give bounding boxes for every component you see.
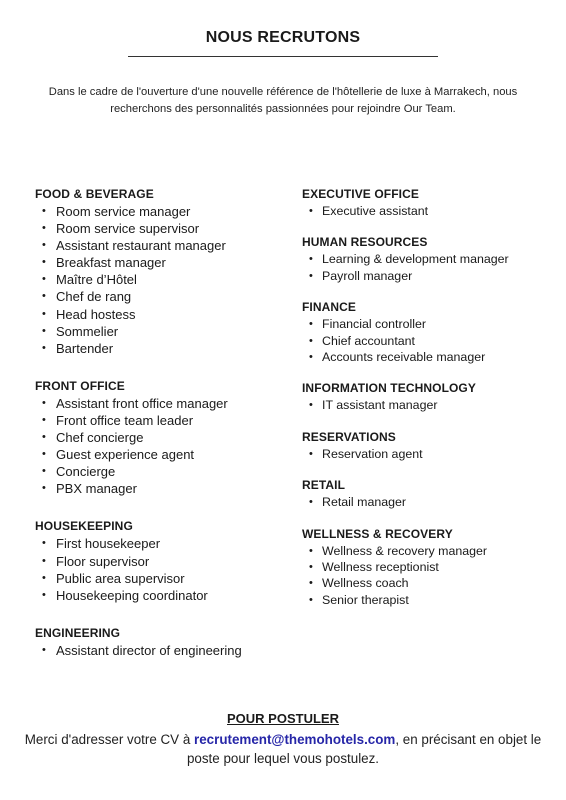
department-section [302,234,557,284]
job-title: Reservation agent [322,446,423,461]
bullet-icon: • [42,290,46,303]
department-section [302,380,557,413]
job-title: Room service manager [56,204,191,219]
job-item [302,494,557,510]
bullet-icon: • [42,205,46,217]
apply-title: POUR POSTULER [227,711,339,726]
job-title: Sommelier [56,323,119,339]
job-title: IT assistant manager [322,398,438,413]
intro-paragraph: Dans le cadre de l'ouverture d'une nouvelle référence de l'hôtellerie de luxe à Marrakech, nous recherchons des personnalités passionnées pour rejoindre Our Team. [48,86,518,115]
job-title: Wellness & recovery manager [322,543,488,558]
job-title: Senior therapist [322,592,409,607]
bullet-icon: • [309,318,313,331]
bullet-icon: • [42,431,46,444]
department-section [35,186,290,357]
bullet-icon: • [309,561,313,574]
job-title: Chief accountant [322,333,415,348]
job-item [35,412,290,429]
department-title: RESERVATIONS [302,429,396,444]
job-item [35,587,290,604]
bullet-icon: • [42,643,46,656]
department-title: FRONT OFFICE [35,378,125,393]
job-item [302,251,557,267]
bullet-icon: • [42,341,46,354]
department-section [35,518,290,603]
bullet-icon: • [42,396,46,409]
department-section [302,299,557,365]
apply-section [0,711,566,768]
bullet-icon: • [309,205,313,217]
job-title: First housekeeper [56,536,161,552]
job-title: Assistant restaurant manager [56,238,226,254]
department-title: INFORMATION TECHNOLOGY [302,381,476,396]
department-title: FOOD & BEVERAGE [35,187,154,201]
job-item [302,316,557,332]
job-title: Accounts receivable manager [322,350,486,365]
job-item [35,642,290,659]
department-title: WELLNESS & RECOVERY [302,526,453,541]
job-item [302,397,557,413]
job-item [302,575,557,591]
job-item [35,271,290,288]
job-title: Concierge [56,464,116,480]
job-item [35,429,290,446]
job-list [35,395,290,498]
job-item [35,237,290,254]
job-list [302,446,557,462]
email-link[interactable]: recrutement@themohotels.com [194,732,396,747]
department-title: ENGINEERING [35,625,121,640]
department-title: RETAIL [302,478,346,493]
job-title: Bartender [56,340,114,356]
bullet-icon: • [309,253,313,266]
department-section [302,526,557,609]
department-section [35,378,290,498]
bullet-icon: • [42,413,46,426]
bullet-icon: • [309,544,313,557]
job-item [35,570,290,587]
bullet-icon: • [42,222,46,235]
job-item [35,340,290,357]
job-list [35,203,290,357]
job-title: Floor supervisor [56,553,150,569]
job-item [302,592,557,608]
job-item [35,254,290,271]
job-list [302,203,557,219]
department-section [35,625,290,659]
job-list [302,494,557,510]
job-item [35,535,290,552]
job-title: Assistant front office manager [56,395,228,411]
job-title: PBX manager [56,481,137,497]
job-title: Guest experience agent [56,447,195,463]
job-title: Assistant director of engineering [56,642,242,658]
bullet-icon: • [42,256,46,269]
job-title: Wellness receptionist [322,560,439,575]
job-item [302,333,557,349]
job-item [35,553,290,570]
apply-text [0,730,566,768]
job-title: Retail manager [322,495,407,510]
department-title: HOUSEKEEPING [35,519,133,534]
bullet-icon: • [309,334,313,347]
job-item [35,463,290,480]
job-item [302,268,557,284]
bullet-icon: • [309,577,313,590]
job-title: Housekeeping coordinator [56,587,208,603]
department-title: FINANCE [302,300,357,315]
job-title: Executive assistant [322,204,429,218]
bullet-icon: • [42,465,46,478]
job-title: Chef de rang [56,289,132,305]
job-title: Breakfast manager [56,255,166,271]
job-title: Chef concierge [56,430,144,446]
bullet-icon: • [309,399,313,412]
bullet-icon: • [42,448,46,461]
bullet-icon: • [42,571,46,584]
bullet-icon: • [309,351,313,364]
bullet-icon: • [309,447,313,460]
department-section [302,429,557,462]
bullet-icon: • [42,273,46,286]
job-item [35,220,290,237]
job-item [35,446,290,463]
job-item [35,203,290,220]
job-list [35,642,290,659]
job-title: Payroll manager [322,268,413,283]
bullet-icon: • [42,588,46,601]
job-title: Financial controller [322,317,426,332]
page-title: NOUS RECRUTONS [205,29,361,46]
department-section [302,477,557,510]
bullet-icon: • [309,496,313,509]
job-list [302,251,557,284]
bullet-icon: • [309,269,313,282]
job-item [35,323,290,340]
job-title: Maître d’Hôtel [56,272,137,288]
apply-text-before: Merci d'adresser votre CV à [24,732,195,747]
title-divider [128,56,438,57]
bullet-icon: • [42,482,46,495]
job-list [302,543,557,609]
department-title: EXECUTIVE OFFICE [302,187,419,201]
bullet-icon: • [42,554,46,567]
bullet-icon: • [42,307,46,320]
job-item [302,349,557,365]
department-title: HUMAN RESOURCES [302,235,428,250]
job-list [35,535,290,603]
right-column [302,186,557,623]
bullet-icon: • [42,239,46,252]
job-item [302,559,557,575]
job-item [302,543,557,559]
job-title: Room service supervisor [56,221,200,237]
apply-text-after: , en précisant en objet le poste pour lequel vous postulez. [186,732,542,766]
job-item [35,306,290,323]
job-title: Wellness coach [322,576,409,591]
department-section [302,186,557,219]
left-column [35,186,290,680]
job-item [302,446,557,462]
job-title: Public area supervisor [56,570,185,586]
job-item [302,203,557,219]
job-list [302,397,557,413]
bullet-icon: • [42,324,46,337]
job-title: Learning & development manager [322,252,509,267]
job-list [302,316,557,365]
bullet-icon: • [309,593,313,606]
bullet-icon: • [42,537,46,550]
job-item [35,480,290,497]
job-item [35,395,290,412]
job-item [35,288,290,305]
job-title: Head hostess [56,306,136,322]
job-title: Front office team leader [56,412,194,428]
